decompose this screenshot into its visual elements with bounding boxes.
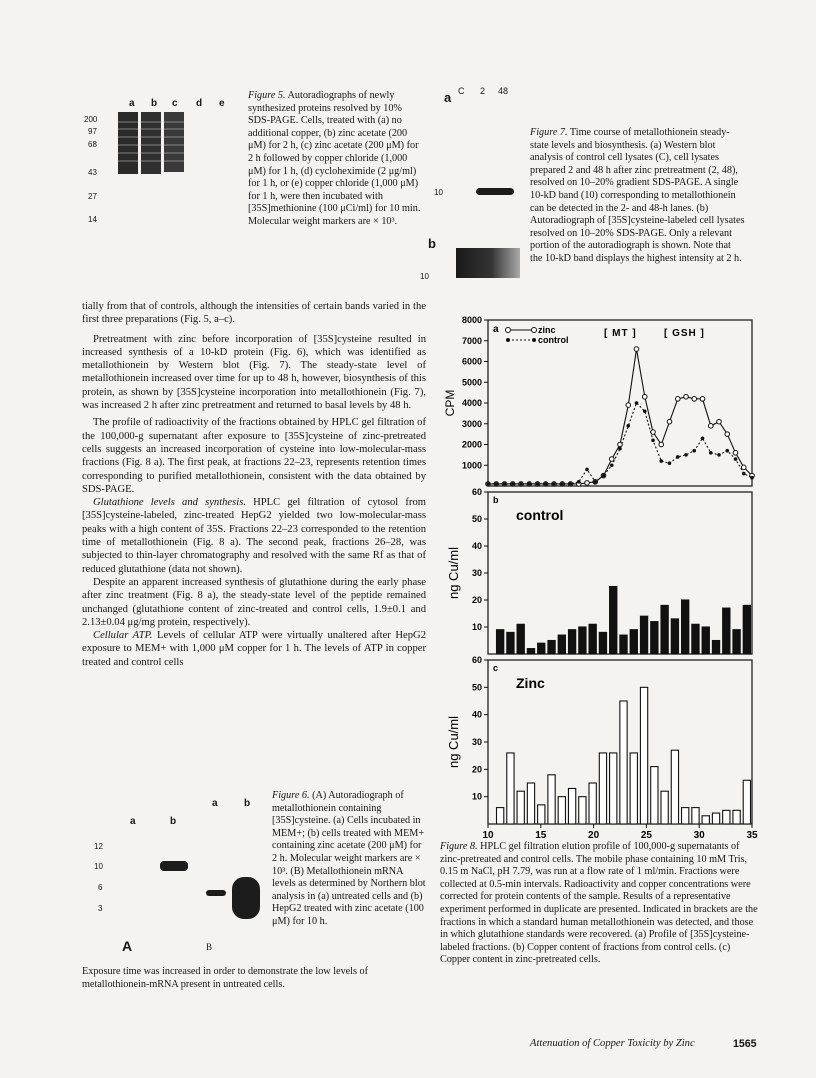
figure-5 — [82, 92, 242, 242]
data-point-control — [593, 480, 597, 484]
bar — [661, 605, 668, 654]
bar — [558, 635, 565, 654]
fig6-caption — [272, 790, 428, 929]
fig6-mrna-band-a — [206, 890, 226, 896]
fig7-caption — [530, 127, 745, 266]
y-tick-label: 5000 — [461, 377, 482, 388]
bar — [682, 600, 689, 654]
bar — [620, 635, 627, 654]
panel-a-frame — [488, 320, 752, 486]
bar — [497, 630, 504, 654]
figure-7 — [418, 84, 528, 284]
data-point-zinc — [725, 432, 730, 437]
bar — [579, 797, 586, 824]
annotation-mt: [ MT ] — [604, 328, 637, 339]
data-point-control — [701, 436, 705, 440]
data-point-zinc — [675, 397, 680, 402]
y-tick-label: 20 — [471, 595, 482, 605]
x-tick-label: 10 — [482, 830, 494, 840]
legend-label-zinc: zinc — [538, 325, 556, 335]
bar — [517, 791, 524, 824]
data-point-control — [536, 482, 540, 486]
fig6-caption-label: Figure 6. — [272, 790, 310, 801]
panel-a-cpm-chart — [443, 315, 754, 486]
fig7-lane-c: C — [458, 86, 465, 96]
y-axis-label: CPM — [443, 389, 457, 417]
data-point-zinc — [609, 457, 614, 462]
data-point-control — [626, 424, 630, 428]
bar — [497, 808, 504, 824]
y-tick-label: 4000 — [461, 398, 482, 408]
fig5-marker-14: 14 — [88, 215, 97, 224]
panel-c-zinc-copper-chart — [446, 655, 758, 840]
running-footer-title: Attenuation of Copper Toxicity by Zinc — [530, 1038, 695, 1049]
data-point-control — [709, 451, 713, 455]
fig6-mrna-band-b — [232, 877, 260, 919]
x-tick-label: 35 — [746, 830, 758, 840]
data-point-control — [659, 459, 663, 463]
y-tick-label: 1000 — [461, 460, 482, 471]
fig6-marker-3: 3 — [98, 904, 103, 913]
bar — [558, 797, 565, 824]
bar — [589, 783, 596, 824]
fig7-lane-2: 2 — [480, 86, 486, 96]
data-point-control — [560, 482, 564, 486]
x-tick-label: 20 — [588, 830, 600, 840]
bar — [538, 643, 545, 654]
bar — [661, 791, 668, 824]
panel-label: c — [493, 663, 499, 673]
body-paragraph: tially from that of controls, although the intensities of certain bands varied in the first three preparations (Fig. 5, a–c). — [82, 301, 426, 326]
data-point-zinc — [684, 394, 689, 399]
bar — [671, 619, 678, 654]
y-tick-label: 6000 — [461, 356, 482, 367]
y-tick-label: 7000 — [461, 335, 482, 346]
bar — [723, 810, 730, 824]
fig8-caption-text: HPLC gel filtration elution profile of 100,000-g supernatants of zinc-pretreated and control cells. The mobile phase containing 10 mM Tris, 0.15 m NaCl, pH 7.79, was run at a flow rate of 1 ml/min. Fractions were collected at 0.5-min intervals. Radioactivity and copper concentrations were corrected for protein contents of the sample. Results of a representative experiment performed in duplicate are presented. Indicated in brackets are the fractions in which a standard human metallothionein was detected, and those in which glutathione standards were recovered. (a) Profile of [35S]cysteine-labeled fractions. (b) Copper content of fractions from control cells. (c) Copper content in zinc-pretreated cells. — [440, 841, 758, 966]
fig5-marker-97: 97 — [88, 127, 97, 136]
y-tick-label: 30 — [471, 568, 482, 578]
bar — [692, 808, 699, 824]
bar — [682, 808, 689, 824]
fig6-caption-text: (A) Autoradiograph of metallothionein containing [35S]cysteine. (a) Cells incubated in MEM+; (b) cells treated with MEM+ containing zinc acetate (200 μM) for 2 h. Molecular weight markers are × 10³. (B) Metallothionein mRNA levels as determined by Northern blot analysis in (a) untreated cells and (b) HepG2 treated with zinc acetate (100 μM) for 10 h. — [272, 790, 426, 927]
fig5-marker-27: 27 — [88, 192, 97, 201]
bar — [610, 753, 617, 824]
fig5-lane-c: c — [172, 98, 178, 109]
data-point-control — [725, 449, 729, 453]
x-tick-label: 25 — [640, 830, 652, 840]
body-paragraph: The profile of radioactivity of the fractions obtained by HPLC gel filtration of the 100,000-g supernatant after exposure to [35S]cysteine of zinc-pretreated cells suggests an increased incorporation of cysteine into low-molecular-mass fractions (Fig. 8 a). The first peak, at fractions 22–23, represents retention times corresponding to purified metallothionein, consistent with the data obtained by SDS-PAGE. — [82, 417, 426, 495]
fig6-panel-B-label: B — [206, 942, 213, 952]
fig5-lane-b: b — [151, 98, 158, 109]
bar — [527, 783, 534, 824]
body-paragraph — [82, 496, 426, 576]
fig5-gel — [118, 112, 188, 177]
fig5-caption-text: Autoradiographs of newly synthesized proteins resolved by 10% SDS-PAGE. Cells, treated with (a) no additional copper, (b) zinc acetate (200 μM) for 2 h, (c) zinc acetate (200 μM) for 2 h followed by copper chloride (1,000 μM) for 1 h, (d) cycloheximide (2 μg/ml) for 1 h, or (e) copper chloride (1,000 μM) for 1 h, were then incubated with [35S]methionine (100 μCi/ml) for 10 min. Molecular weight markers are × 10³. — [248, 90, 421, 227]
figure-6 — [82, 792, 268, 962]
y-tick-label: 2000 — [461, 439, 482, 450]
body-paragraph — [82, 629, 426, 669]
data-point-zinc — [708, 424, 713, 429]
legend-marker-control — [506, 338, 510, 342]
fig5-caption — [248, 90, 426, 229]
fig5-lane-e: e — [219, 98, 225, 109]
y-tick-label: 30 — [471, 737, 482, 747]
fig6-marker-6: 6 — [98, 883, 103, 892]
data-point-control — [486, 482, 490, 486]
fig6-panel-A-label: A — [122, 938, 133, 954]
data-point-control — [651, 439, 655, 443]
data-point-control — [577, 480, 581, 484]
bar — [640, 687, 647, 824]
fig5-lane-a: a — [129, 98, 135, 109]
fig7-caption-label: Figure 7. — [530, 127, 568, 138]
bar — [599, 632, 606, 654]
bar — [640, 616, 647, 654]
bar — [507, 632, 514, 654]
fig8-caption-label: Figure 8. — [440, 841, 478, 852]
y-tick-label: 60 — [471, 655, 482, 665]
panel-title: Zinc — [516, 675, 545, 691]
data-point-control — [635, 401, 639, 405]
bar — [568, 788, 575, 824]
bar — [548, 775, 555, 824]
figure-8-charts — [440, 312, 770, 840]
x-tick-label: 30 — [693, 830, 705, 840]
bar — [579, 627, 586, 654]
data-point-control — [750, 476, 754, 480]
y-axis-label: ng Cu/ml — [446, 546, 461, 600]
data-point-control — [668, 461, 672, 465]
bar — [743, 780, 750, 824]
bar — [589, 624, 596, 654]
data-point-zinc — [634, 347, 639, 352]
fig7-caption-text: Time course of metallothionein steady-state levels and biosynthesis. (a) Western blot analysis of control cell lysates (C), cell lysates prepared 2 and 48 h after zinc pretreatment (2, 48), resolved on 10–20% gradient SDS-PAGE. A single 10-kD band (10) corresponding to metallothionein can be detected in the 2- and 48-h lanes. (b) Autoradiograph of [35S]cysteine-labeled cell lysates resolved on 10–20% SDS-PAGE. Only a relevant portion of the autoradiograph is shown. Note that the 10-kD band displays the highest intensity at 2 h. — [530, 127, 745, 264]
x-tick-label: 15 — [535, 830, 547, 840]
data-point-control — [610, 463, 614, 467]
bar — [712, 641, 719, 655]
data-point-control — [684, 453, 688, 457]
fig7-autoradiograph — [456, 248, 520, 278]
fig6-panelB-lane-a: a — [212, 798, 218, 809]
y-tick-label: 40 — [471, 709, 482, 720]
series-line-zinc — [488, 349, 752, 484]
data-point-control — [519, 482, 523, 486]
y-tick-label: 50 — [471, 514, 482, 524]
section-heading: Glutathione levels and synthesis. — [93, 497, 246, 509]
data-point-control — [734, 457, 738, 461]
section-heading: Cellular ATP. — [93, 630, 153, 642]
data-point-control — [494, 482, 498, 486]
bar — [599, 753, 606, 824]
bar — [702, 816, 709, 824]
fig5-marker-43: 43 — [88, 168, 97, 177]
bar — [671, 750, 678, 824]
panel-title: control — [516, 507, 564, 523]
bar — [517, 624, 524, 654]
y-tick-label: 8000 — [461, 315, 482, 325]
panel-label: b — [493, 495, 499, 505]
bar — [630, 753, 637, 824]
data-point-control — [552, 482, 556, 486]
legend-marker-zinc — [506, 328, 511, 333]
fig7-marker-a: 10 — [434, 188, 443, 197]
panel-b-control-copper-chart — [446, 487, 752, 654]
fig5-marker-68: 68 — [88, 140, 97, 149]
data-point-control — [676, 455, 680, 459]
fig7-marker-b: 10 — [420, 272, 429, 281]
data-point-zinc — [733, 451, 738, 456]
fig6-marker-12: 12 — [94, 842, 103, 851]
y-tick-label: 40 — [471, 541, 482, 551]
data-point-control — [503, 482, 507, 486]
y-axis-label: ng Cu/ml — [446, 715, 461, 769]
body-paragraph: Despite an apparent increased synthesis of glutathione during the early phase after zinc treatment (Fig. 8 a), the steady-state level of the peptide remained unchanged (glutathione content of zinc-treated and control cells, 1.9±0.1 and 2.13±0.04 μg/mg protein, respectively). — [82, 576, 426, 628]
fig7-panel-b-label: b — [428, 236, 436, 251]
y-tick-label: 50 — [471, 682, 482, 693]
fig5-caption-label: Figure 5. — [248, 90, 286, 101]
data-point-control — [717, 453, 721, 457]
body-paragraph: Pretreatment with zinc before incorporation of [35S]cysteine resulted in increased synthesis of a 10-kD protein (Fig. 6), which was identified as metallothionein by Western blot (Fig. 7). The steady-state level of metallothionein increased over time for up to 48 h, however, biosynthesis of this protein, as shown by [35S]cysteine incorporation into metallothionein (Fig. 7), was increased 2 h after zinc pretreatment and returned to basal levels by 48 h. — [82, 333, 426, 412]
body-paragraph-text: HPLC gel filtration of cytosol from [35S]cysteine-labeled, zinc-treated HepG2 yielded two low-molecular-mass peaks with a high content of 35S. Fractions 22–23 corresponded to the retention time of metallothionein (Fig. 8 a). The second peak, fractions 26–28, was subjected to thin-layer chromatography and resolved with the same Rf as that of reduced glutathione (data not shown). — [82, 497, 426, 575]
bar — [733, 810, 740, 824]
bar — [620, 701, 627, 824]
data-point-control — [602, 474, 606, 478]
bar — [733, 630, 740, 654]
fig6-caption-continued: Exposure time was increased in order to demonstrate the low levels of metallothionein-mRNA present in untreated cells. — [82, 966, 369, 990]
fig6-panelA-lane-b: b — [170, 816, 177, 827]
data-point-zinc — [642, 394, 647, 399]
fig7-panel-a-label: a — [444, 90, 452, 105]
bar — [743, 605, 750, 654]
panel-label: a — [493, 324, 499, 335]
legend-marker-zinc — [532, 328, 537, 333]
data-point-control — [527, 482, 531, 486]
fig7-western-band — [476, 188, 514, 195]
bar — [630, 630, 637, 654]
bar — [548, 641, 555, 655]
bar — [712, 813, 719, 824]
data-point-zinc — [651, 430, 656, 435]
data-point-zinc — [700, 397, 705, 402]
data-point-zinc — [667, 419, 672, 424]
data-point-zinc — [692, 397, 697, 402]
bar — [610, 587, 617, 655]
bar — [651, 767, 658, 824]
bar — [723, 608, 730, 654]
data-point-zinc — [626, 403, 631, 408]
fig8-caption — [440, 841, 758, 967]
data-point-control — [742, 472, 746, 476]
y-tick-label: 10 — [471, 622, 482, 632]
fig6-panelA-lane-a: a — [130, 816, 136, 827]
y-tick-label: 3000 — [461, 418, 482, 429]
page-number: 1565 — [733, 1038, 757, 1050]
fig6-marker-10: 10 — [94, 862, 103, 871]
fig6-panelB-lane-b: b — [244, 798, 251, 809]
fig7-lane-48: 48 — [498, 86, 509, 96]
y-tick-label: 20 — [471, 764, 482, 775]
legend-label-control: control — [538, 335, 569, 345]
bar — [507, 753, 514, 824]
legend-marker-control — [532, 338, 536, 342]
bar — [538, 805, 545, 824]
data-point-control — [692, 449, 696, 453]
bar — [651, 622, 658, 654]
data-point-zinc — [585, 481, 590, 486]
data-point-zinc — [717, 419, 722, 424]
bar — [692, 624, 699, 654]
data-point-zinc — [741, 465, 746, 470]
fig5-lane-d: d — [196, 98, 203, 109]
body-paragraph-text: Levels of cellular ATP were virtually unaltered after HepG2 exposure to MEM+ with 1,000 μM copper for 1 h. The levels of ATP in copper treated and control cells — [82, 630, 426, 668]
data-point-control — [643, 410, 647, 414]
data-point-control — [618, 447, 622, 451]
data-point-control — [569, 482, 573, 486]
data-point-control — [585, 468, 589, 472]
data-point-control — [511, 482, 515, 486]
annotation-gsh: [ GSH ] — [664, 328, 705, 339]
fig6-mt-band — [160, 861, 188, 871]
data-point-zinc — [659, 442, 664, 447]
fig5-marker-200: 200 — [84, 115, 98, 124]
y-tick-label: 10 — [471, 791, 482, 802]
data-point-control — [544, 482, 548, 486]
y-tick-label: 60 — [471, 487, 482, 497]
bar — [527, 649, 534, 654]
bar — [702, 627, 709, 654]
body-text — [82, 300, 426, 669]
bar — [568, 630, 575, 654]
